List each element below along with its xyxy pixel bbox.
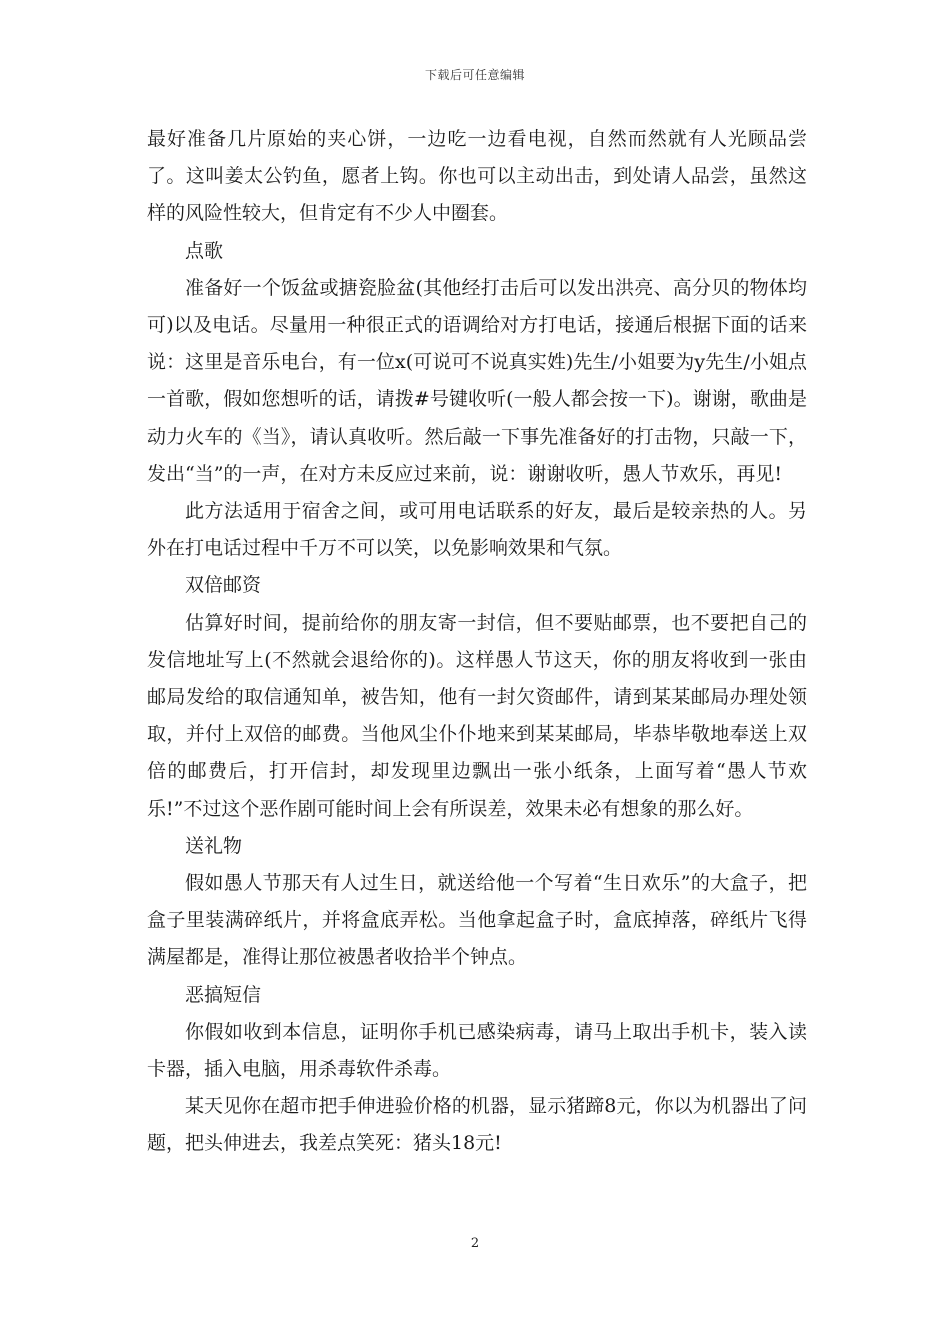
section-heading-diange: 点歌	[185, 239, 224, 262]
section-heading-liwu: 送礼物	[185, 834, 243, 857]
page-header: 下载后可任意编辑	[424, 68, 525, 82]
paragraph-liwu: 假如愚人节那天有人过生日，就送给他一个写着“生日欢乐”的大盒子，把盒子里装满碎纸片，并将盒底弄松。当他拿起盒子时，盒底掉落，碎纸片飞得满屋都是，准得让那位被愚者收拾半个钟点。	[147, 872, 807, 969]
paragraph-diange-2: 此方法适用于宿舍之间，或可用电话联系的好友，最后是较亲热的人。另外在打电话过程中千万不可以笑，以免影响效果和气氛。	[147, 500, 807, 560]
page-number: 2	[470, 1236, 480, 1251]
paragraph-duanxin-2: 某天见你在超市把手伸进验价格的机器，显示猪蹄8元，你以为机器出了问题，把头伸进去，我差点笑死：猪头18元!	[147, 1095, 807, 1155]
paragraph-youzi: 估算好时间，提前给你的朋友寄一封信，但不要贴邮票，也不要把自己的发信地址写上(不然就会退给你的)。这样愚人节这天，你的朋友将收到一张由邮局发给的取信通知单，被告知，他有一封欠资邮件，请到某某邮局办理处领取，并付上双倍的邮费。当他风尘仆仆地来到某某邮局，毕恭毕敬地奉送上双倍的邮费后，打开信封，却发现里边飘出一张小纸条，上面写着“愚人节欢乐!”不过这个恶作剧可能时间上会有所误差，效果未必有想象的那么好。	[147, 611, 807, 820]
section-heading-youzi: 双倍邮资	[185, 574, 262, 597]
section-heading-duanxin: 恶搞短信	[185, 983, 262, 1006]
paragraph-diange-1: 准备好一个饭盆或搪瓷脸盆(其他经打击后可以发出洪亮、高分贝的物体均可)以及电话。尽量用一种很正式的语调给对方打电话，接通后根据下面的话来说：这里是音乐电台，有一位x(可说可不说真实姓)先生/小姐要为y先生/小姐点一首歌，假如您想听的话，请拨#号键收听(一般人都会按一下)。谢谢，歌曲是动力火车的《当》，请认真收听。然后敲一下事先准备好的打击物，只敲一下，发出“当”的一声，在对方未反应过来前，说：谢谢收听，愚人节欢乐，再见!	[147, 276, 807, 485]
paragraph-intro: 最好准备几片原始的夹心饼，一边吃一边看电视，自然而然就有人光顾品尝了。这叫姜太公钓鱼，愿者上钩。你也可以主动出击，到处请人品尝，虽然这样的风险性较大，但肯定有不少人中圈套。	[147, 128, 807, 225]
paragraph-duanxin-1: 你假如收到本信息，证明你手机已感染病毒，请马上取出手机卡，装入读卡器，插入电脑，用杀毒软件杀毒。	[147, 1020, 807, 1081]
document-body	[147, 121, 807, 1163]
